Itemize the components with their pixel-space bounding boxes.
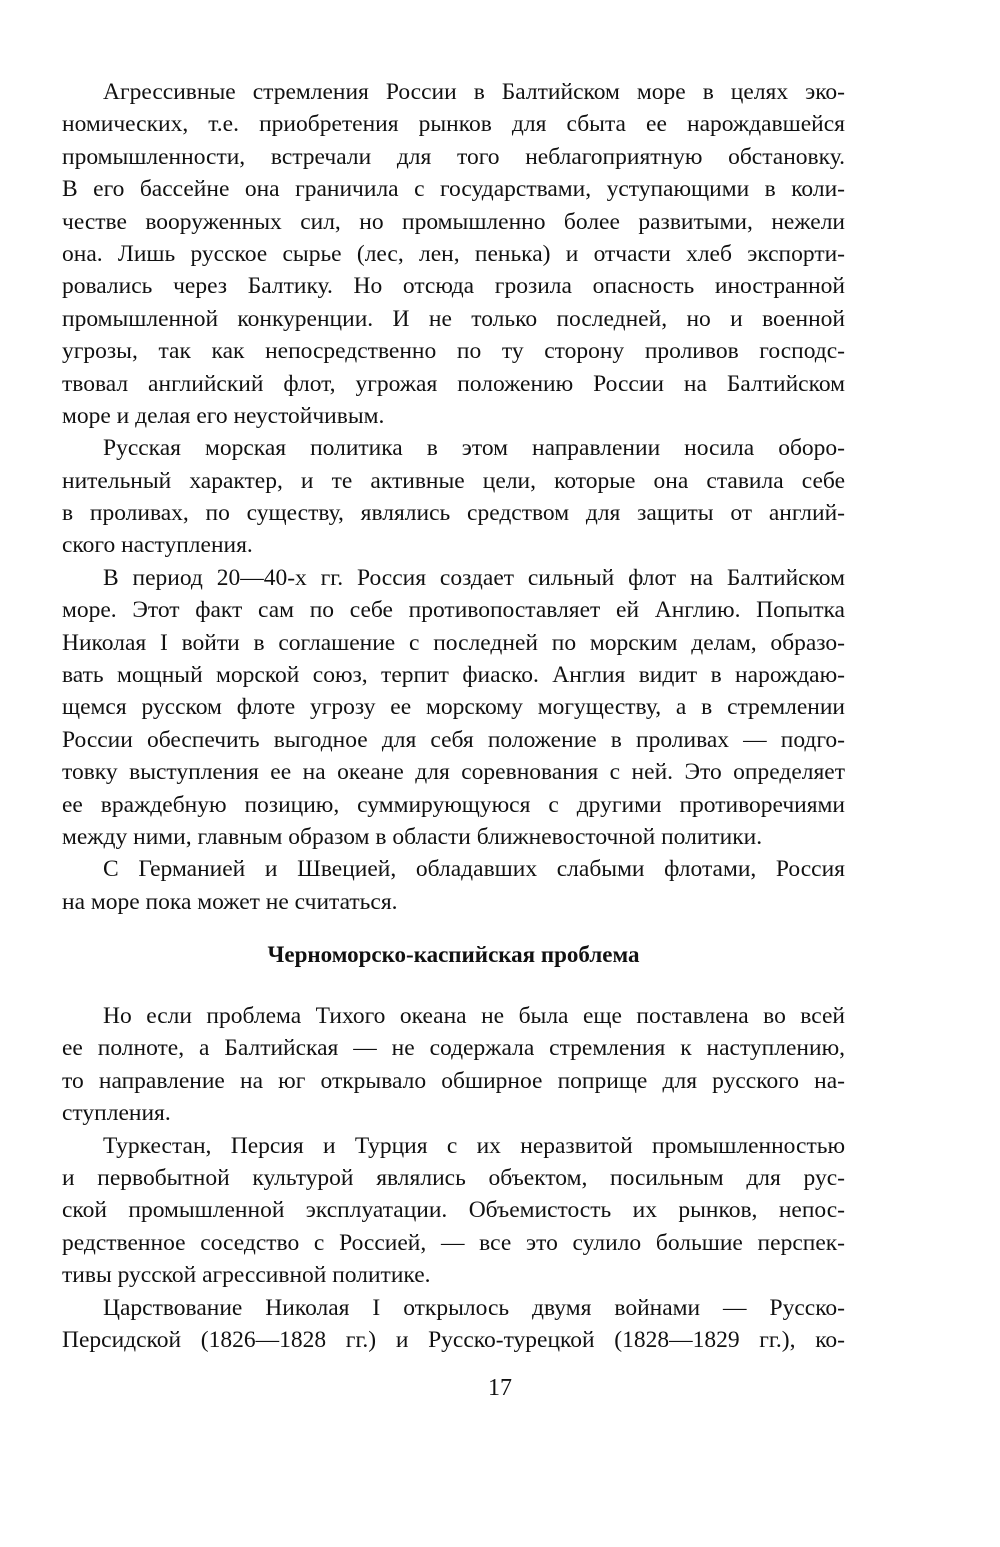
text-line: России обеспечить выгодное для себя положение в проливах — подго- [62, 726, 845, 753]
text-line: в проливах, по существу, являлись средством для защиты от англий- [62, 500, 845, 527]
text-line: вать мощный морской союз, терпит фиаско. Англия видит в нарождаю- [62, 662, 845, 689]
text-line: Туркестан, Персия и Турция с их неразвитой промышленностью [103, 1132, 845, 1159]
text-line: ской промышленной эксплуатации. Объемистость их рынков, непос- [62, 1197, 845, 1224]
text-line: С Германией и Швецией, обладавших слабыми флотами, Россия [103, 856, 845, 883]
text-line: угрозы, так как непосредственно по ту сторону проливов господс- [62, 338, 845, 365]
section-heading: Черноморско-каспийская проблема [267, 942, 640, 967]
paragraph [62, 853, 845, 918]
text-line: нительный характер, и те активные цели, которые она ставила себе [62, 467, 845, 494]
text-line: она. Лишь русское сырье (лес, лен, пенька) и отчасти хлеб экспорти- [62, 240, 845, 267]
text-line: ступления. [62, 1100, 171, 1127]
text-line: море и делая его неустойчивым. [62, 402, 385, 429]
text-line: и первобытной культурой являлись объектом, посильным для рус- [62, 1164, 845, 1191]
paragraph [62, 76, 845, 432]
text-line: ского наступления. [62, 532, 253, 559]
text-line: то направление на юг открывало обширное поприще для русского на- [62, 1067, 845, 1094]
paragraph [62, 432, 845, 562]
text-line: В его бассейне она граничила с государствами, уступающими в коли- [62, 176, 845, 203]
text-line: Персидской (1826—1828 гг.) и Русско-турецкой (1828—1829 гг.), ко- [62, 1326, 845, 1353]
text-line: Русская морская политика в этом направлении носила оборо- [103, 435, 845, 462]
text-line: на море пока может не считаться. [62, 888, 398, 915]
paragraph [62, 1130, 845, 1292]
text-line: В период 20—40-х гг. Россия создает сильный флот на Балтийском [103, 564, 845, 591]
text-line: промышленности, встречали для того неблагоприятную обстановку. [62, 143, 845, 170]
paragraph [62, 1292, 845, 1357]
text-line: номических, т.е. приобретения рынков для сбыта ее нарождавшейся [62, 111, 845, 138]
text-line: честве вооруженных сил, но промышленно более развитыми, нежели [62, 208, 845, 235]
paragraph [62, 562, 845, 854]
text-line: Агрессивные стремления России в Балтийском море в целях эко- [103, 79, 845, 105]
text-block-top [62, 76, 845, 918]
text-line: ровались через Балтику. Но отсюда грозила опасность иностранной [62, 273, 845, 300]
text-line: промышленной конкуренции. И не только последней, но и военной [62, 305, 845, 332]
text-line: редственное соседство с Россией, — все это сулило большие перспек- [62, 1229, 845, 1256]
text-line: ее полноте, а Балтийская — не содержала стремления к наступлению, [62, 1035, 845, 1062]
text-line: щемся русском флоте угрозу ее морскому могуществу, а в стремлении [62, 694, 845, 721]
text-block-bottom [62, 1000, 845, 1356]
text-line: Николая I войти в соглашение с последней по морским делам, образо- [62, 629, 845, 656]
page-number: 17 [488, 1375, 512, 1401]
text-line: море. Этот факт сам по себе противопоставляет ей Англию. Попытка [62, 597, 845, 624]
paragraph [62, 1000, 845, 1130]
text-line: Царствование Николая I открылось двумя войнами — Русско- [103, 1294, 845, 1321]
text-line: тивы русской агрессивной политике. [62, 1262, 431, 1289]
text-line: Но если проблема Тихого океана не была еще поставлена во всей [103, 1003, 845, 1029]
text-line: твовал английский флот, угрожая положению России на Балтийском [62, 370, 845, 397]
text-line: товку выступления ее на океане для соревнования с ней. Это определяет [62, 759, 845, 786]
text-line: ее враждебную позицию, суммирующуюся с другими противоречиями [62, 791, 845, 818]
text-line: между ними, главным образом в области ближневосточной политики. [62, 823, 763, 850]
